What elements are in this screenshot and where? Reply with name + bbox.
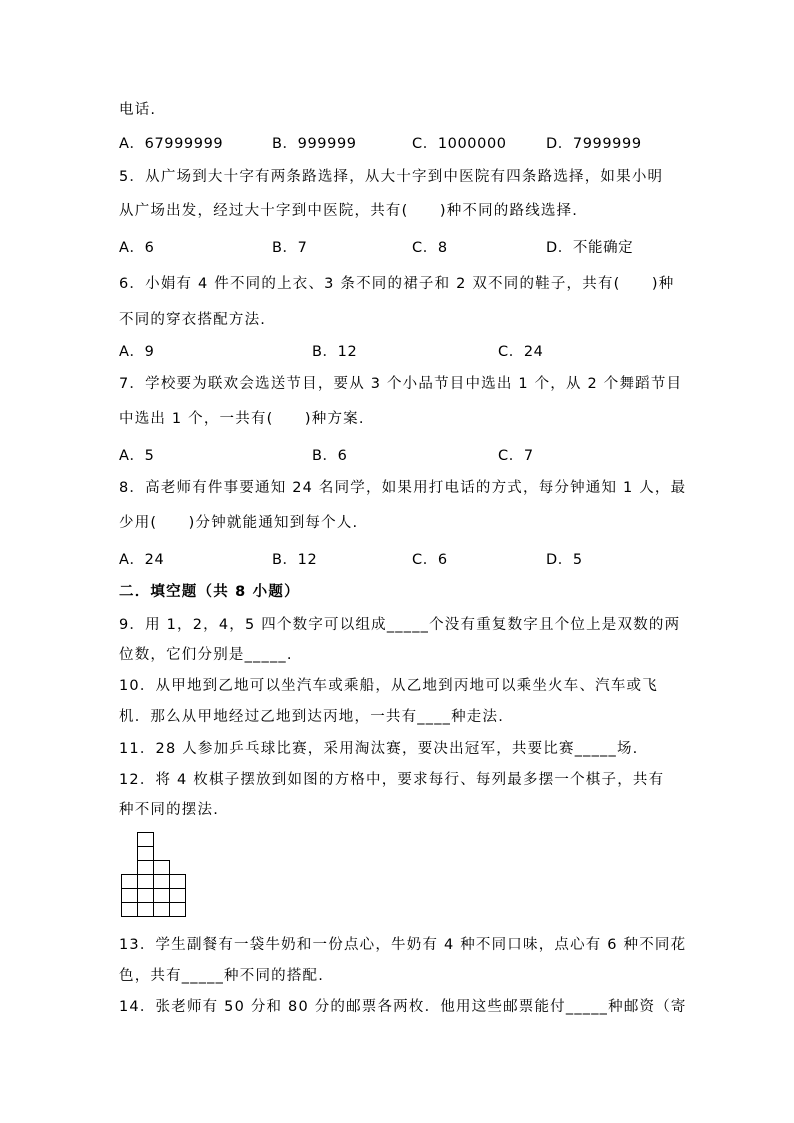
option-c: C．7 — [498, 448, 534, 464]
grid-svg — [121, 832, 189, 920]
grid-cell — [138, 903, 154, 917]
option-a: A．9 — [119, 344, 155, 360]
question-9-line-2: 位数，它们分别是_____. — [119, 647, 293, 663]
option-b: B．12 — [272, 552, 318, 568]
grid-cell — [154, 861, 170, 875]
option-a: A．5 — [119, 448, 155, 464]
option-b: B．12 — [312, 344, 358, 360]
question-9-line-1: 9．用 1，2，4，5 四个数字可以组成_____个没有重复数字且个位上是双数的两 — [119, 617, 681, 633]
question-12-line-2: 种不同的摆法. — [119, 802, 220, 818]
option-c: C．24 — [498, 344, 544, 360]
grid-cell — [138, 847, 154, 861]
question-13-line-2: 色，共有_____种不同的搭配. — [119, 968, 325, 984]
grid-cell — [154, 875, 170, 889]
grid-cell — [122, 889, 138, 903]
option-a: A．67999999 — [119, 136, 224, 152]
question-14-line-1: 14．张老师有 50 分和 80 分的邮票各两枚．他用这些邮票能付_____种邮资（寄 — [119, 999, 687, 1015]
grid-cell — [170, 889, 186, 903]
question-8-line-2: 少用( )分钟就能通知到每个人. — [119, 515, 359, 531]
question-6-line-1: 6．小娟有 4 件不同的上衣、3 条不同的裙子和 2 双不同的鞋子，共有( )种 — [119, 276, 675, 292]
question-5-options — [119, 239, 679, 257]
question-6-options — [119, 343, 679, 361]
question-12-line-1: 12．将 4 枚棋子摆放到如图的方格中，要求每行、每列最多摆一个棋子，共有 — [119, 772, 665, 788]
question-5-line-1: 5．从广场到大十字有两条路选择，从大十字到中医院有四条路选择，如果小明 — [119, 169, 664, 185]
question-7-options — [119, 447, 679, 465]
option-d: D．7999999 — [546, 136, 642, 152]
section-heading: 二．填空题（共 8 小题） — [119, 584, 300, 600]
question-4-tail: 电话. — [119, 102, 157, 118]
option-a: A．6 — [119, 240, 155, 256]
option-d: D．不能确定 — [546, 240, 634, 256]
question-10-line-1: 10．从甲地到乙地可以坐汽车或乘船，从乙地到丙地可以乘坐火车、汽车或飞 — [119, 678, 658, 694]
grid-cell — [138, 833, 154, 847]
grid-cell — [154, 903, 170, 917]
option-c: C．6 — [412, 552, 448, 568]
question-7-line-1: 7．学校要为联欢会选送节目，要从 3 个小品节目中选出 1 个，从 2 个舞蹈节目 — [119, 376, 683, 392]
grid-cell — [138, 875, 154, 889]
option-b: B．6 — [312, 448, 348, 464]
question-7-line-2: 中选出 1 个，一共有( )种方案. — [119, 411, 365, 427]
option-c: C．8 — [412, 240, 448, 256]
question-4-options — [119, 135, 679, 153]
question-10-line-2: 机．那么从甲地经过乙地到达丙地，一共有____种走法. — [119, 709, 505, 725]
chessboard-grid-figure — [121, 832, 189, 920]
question-8-line-1: 8．高老师有件事要通知 24 名同学，如果用打电话的方式，每分钟通知 1 人，最 — [119, 480, 687, 496]
question-13-line-1: 13．学生副餐有一袋牛奶和一份点心，牛奶有 4 种不同口味，点心有 6 种不同花 — [119, 937, 687, 953]
option-b: B．999999 — [272, 136, 357, 152]
question-11: 11．28 人参加乒乓球比赛，采用淘汰赛，要决出冠军，共要比赛_____场. — [119, 741, 639, 757]
grid-cell — [122, 875, 138, 889]
question-5-line-2: 从广场出发，经过大十字到中医院，共有( )种不同的路线选择. — [119, 203, 579, 219]
option-a: A．24 — [119, 552, 165, 568]
grid-cell — [154, 889, 170, 903]
option-d: D．5 — [546, 552, 583, 568]
question-8-options — [119, 551, 679, 569]
question-6-line-2: 不同的穿衣搭配方法. — [119, 312, 267, 328]
grid-cell — [170, 875, 186, 889]
grid-cell — [170, 903, 186, 917]
option-c: C．1000000 — [412, 136, 507, 152]
option-b: B．7 — [272, 240, 308, 256]
grid-cell — [138, 861, 154, 875]
grid-cell — [138, 889, 154, 903]
grid-cell — [122, 903, 138, 917]
